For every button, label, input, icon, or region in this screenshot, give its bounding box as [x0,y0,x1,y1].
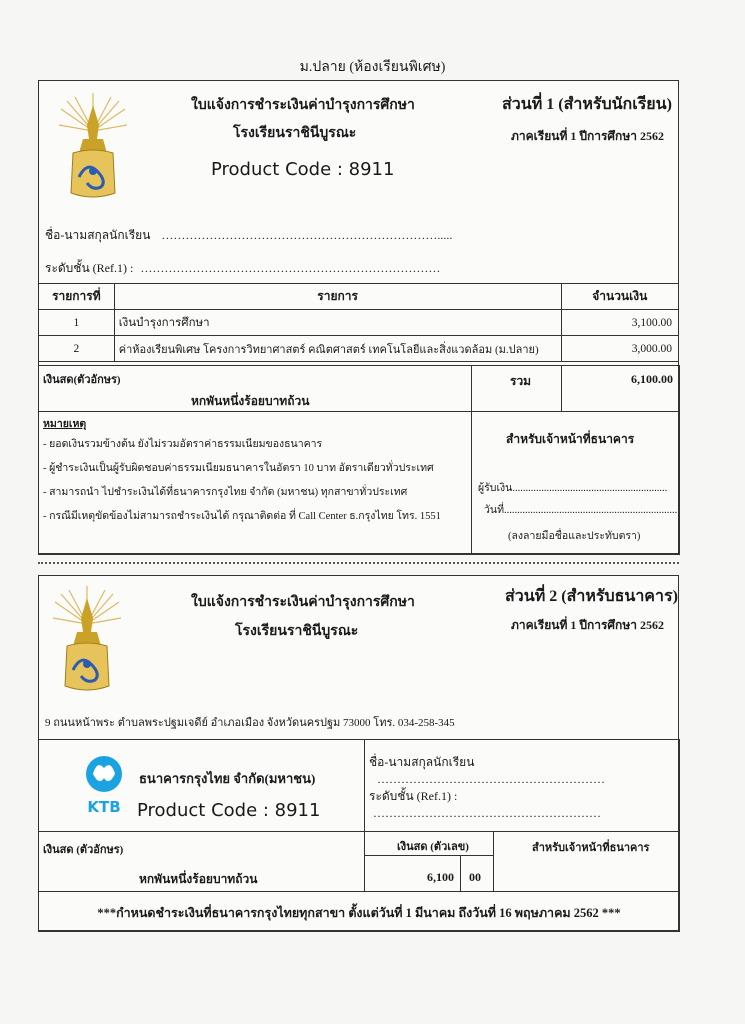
grade-value: ………………………………………………… [373,806,601,820]
row-desc: ค่าห้องเรียนพิเศษ โครงการวิทยาศาสตร์ คณิตศาสตร์ เทคโนโลยีและสิ่งแวดล้อม (ม.ปลาย) [114,336,561,362]
royal-emblem-icon [57,91,129,203]
total-label: รวม [510,374,532,388]
col-header-desc: รายการ [114,284,561,310]
cash-number-satang-cell [460,855,494,892]
part2-part-label: ส่วนที่ 2 (สำหรับธนาคาร) [505,588,678,605]
part1-cash-words-cell [38,365,472,412]
cash-number-baht: 6,100 [427,870,454,884]
part2-title: ใบแจ้งการชำระเงินค่าบำรุงการศึกษา [191,595,415,610]
row-amount: 3,100.00 [561,310,678,336]
grade-value: ………………………………………………………………… [140,261,441,275]
bank-officer-title: สำหรับเจ้าหน้าที่ธนาคาร [532,842,650,854]
ktb-logo-text: KTB [87,798,121,816]
student-name-value: ………………………………………………… [377,772,605,786]
table-row [39,336,679,362]
part1-items-table [38,283,679,362]
notes-title: หมายเหตุ [43,419,87,430]
part1-grade [45,259,440,278]
part1-student-name [45,226,452,245]
col-header-amount: จำนวนเงิน [561,284,678,310]
part2-school: โรงเรียนราชินีบูรณะ [235,624,359,639]
ktb-logo-icon [79,752,129,816]
royal-emblem-icon [51,584,123,696]
part1-slip [38,80,679,554]
part2-bank-officer [493,831,680,892]
part1-bank-officer [471,411,680,555]
part1-school: โรงเรียนราชินีบูรณะ [233,126,357,141]
part1-total-label-cell [471,365,562,412]
date-line [484,502,677,520]
deadline-bar [38,891,680,932]
signature-note: (ลงลายมือชื่อและประทับตรา) [508,531,641,542]
row-amount: 3,000.00 [561,336,678,362]
part2-student-name [369,753,679,787]
row-no: 2 [39,336,115,362]
cut-line [38,562,679,564]
cash-words-value: หกพันหนึ่งร้อยบาทถ้วน [191,394,310,408]
col-header-no: รายการที่ [39,284,115,310]
part1-title: ใบแจ้งการชำระเงินค่าบำรุงการศึกษา [191,98,415,113]
note-item: - กรณีมีเหตุขัดข้องไม่สามารถชำระเงินได้ กรุณาติดต่อ ที่ Call Center ธ.กรุงไทย โทร. 1551 [43,511,441,522]
table-row [39,310,679,336]
part1-total-value-cell [561,365,680,412]
part2-product-code: Product Code : 8911 [137,800,321,821]
part1-notes [38,411,472,555]
cash-words-label: เงินสด(ตัวอักษร) [43,374,121,386]
note-item: - ผู้ชำระเงินเป็นผู้รับผิดชอบค่าธรรมเนียมธนาคารในอัตรา 10 บาท อัตราเดียวทั่วประเทศ [43,463,434,474]
school-header: ม.ปลาย (ห้องเรียนพิเศษ) [299,60,446,75]
bank-officer-title: สำหรับเจ้าหน้าที่ธนาคาร [506,432,635,446]
cash-number-label: เงินสด (ตัวเลข) [397,841,469,853]
bank-name: ธนาคารกรุงไทย จำกัด(มหาชน) [139,771,316,786]
bank-block [38,739,365,832]
cash-number-satang: 00 [469,870,481,884]
part2-slip [38,575,679,931]
part1-part-label: ส่วนที่ 1 (สำหรับนักเรียน) [502,96,672,113]
school-address: 9 ถนนหน้าพระ ตำบลพระปฐมเจดีย์ อำเภอเมือง จังหวัดนครปฐม 73000 โทร. 034-258-345 [45,717,455,729]
part2-student-block [364,739,680,832]
part2-grade [369,787,679,821]
note-item: - ยอดเงินรวมข้างต้น ยังไม่รวมอัตราค่าธรรมเนียมของธนาคาร [43,439,323,450]
part1-semester: ภาคเรียนที่ 1 ปีการศึกษา 2562 [511,129,664,143]
row-no: 1 [39,310,115,336]
date-dots: .................................................................. [504,505,678,516]
student-name-label: ชื่อ-นามสกุลนักเรียน [45,228,151,242]
grade-label: ระดับชั้น (Ref.1) : [45,261,134,275]
receiver-label: ผู้รับเงิน [478,483,513,494]
cash-number-baht-cell [364,855,461,892]
total-value: 6,100.00 [631,372,673,386]
part1-product-code: Product Code : 8911 [211,159,395,180]
cash-number-label-cell [364,831,494,856]
deadline-text: ***กำหนดชำระเงินที่ธนาคารกรุงไทยทุกสาขา ตั้งแต่วันที่ 1 มีนาคม ถึงวันที่ 16 พฤษภาคม 2562 *** [97,906,621,920]
note-item: - สามารถนำ ไปชำระเงินได้ที่ธนาคารกรุงไทย จำกัด (มหาชน) ทุกสาขาทั่วประเทศ [43,487,408,498]
part2-semester: ภาคเรียนที่ 1 ปีการศึกษา 2562 [511,618,664,632]
grade-label: ระดับชั้น (Ref.1) : [369,789,458,803]
student-name-value: ……………………………………………………………..... [161,228,453,242]
cash-words-value: หกพันหนึ่งร้อยบาทถ้วน [139,872,258,886]
row-desc: เงินบำรุงการศึกษา [114,310,561,336]
cash-words-label: เงินสด (ตัวอักษร) [43,844,124,856]
part2-cash-words [38,831,365,892]
student-name-label: ชื่อ-นามสกุลนักเรียน [369,755,475,769]
receiver-dots: ........................................................... [512,483,668,494]
receiver-line [478,480,667,498]
date-label: วันที่ [484,505,504,516]
table-header-row [39,284,679,310]
